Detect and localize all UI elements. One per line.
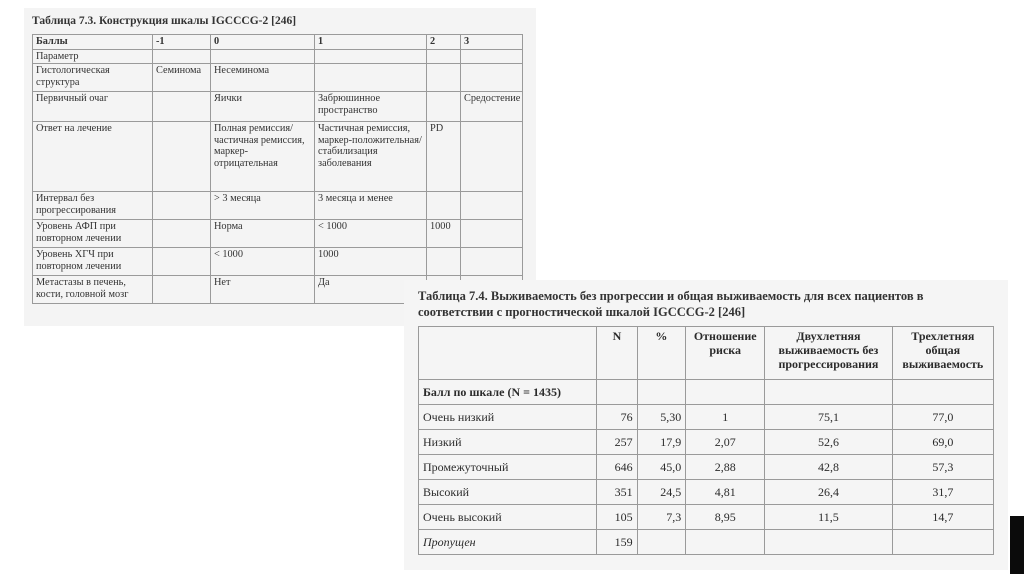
table-cell: Уровень АФП при повторном лечении bbox=[33, 220, 153, 248]
table-cell: Промежуточный bbox=[419, 455, 597, 480]
table-cell bbox=[637, 530, 686, 555]
table-cell: Очень низкий bbox=[419, 405, 597, 430]
header-cell: Трехлетняя общая выживаемость bbox=[892, 327, 993, 380]
table-cell: Первичный очаг bbox=[33, 92, 153, 122]
table-row bbox=[33, 192, 523, 220]
table-cell bbox=[461, 220, 523, 248]
survival-panel bbox=[404, 280, 1008, 570]
table-cell: Да bbox=[315, 276, 427, 304]
table-cell: 1000 bbox=[427, 220, 461, 248]
table-cell: Интервал без прогрессирования bbox=[33, 192, 153, 220]
table-7-3-caption: Таблица 7.3. Конструкция шкалы IGCCCG-2 [246] bbox=[32, 15, 297, 27]
table-cell bbox=[153, 192, 211, 220]
group-label: Балл по шкале (N = 1435) bbox=[419, 380, 597, 405]
table-cell bbox=[153, 92, 211, 122]
table-cell: Нет bbox=[211, 276, 315, 304]
table-cell: Норма bbox=[211, 220, 315, 248]
table-cell bbox=[153, 220, 211, 248]
scale-construction-panel bbox=[24, 8, 536, 326]
table-row bbox=[419, 430, 994, 455]
table-7-4-caption: Таблица 7.4. Выживаемость без прогрессии и общая выживаемость для всех пациентов в соответствии с прогностической шкалой IGCCCG-2 [246] bbox=[418, 289, 924, 319]
table-cell bbox=[211, 49, 315, 64]
header-cell: N bbox=[597, 327, 637, 380]
table-cell: Уровень ХГЧ при повторном лечении bbox=[33, 248, 153, 276]
table-cell bbox=[153, 49, 211, 64]
table-cell: 17,9 bbox=[637, 430, 686, 455]
corner-black-block bbox=[1010, 516, 1024, 574]
table-cell bbox=[686, 530, 765, 555]
table-cell bbox=[427, 92, 461, 122]
table-row bbox=[33, 122, 523, 192]
table-row bbox=[33, 92, 523, 122]
table-cell: 2,88 bbox=[686, 455, 765, 480]
table-cell: 7,3 bbox=[637, 505, 686, 530]
table-cell: < 1000 bbox=[315, 220, 427, 248]
table-cell: 2,07 bbox=[686, 430, 765, 455]
table-cell: 351 bbox=[597, 480, 637, 505]
table-cell: Высокий bbox=[419, 480, 597, 505]
table-cell: 3 месяца и менее bbox=[315, 192, 427, 220]
table-cell: Пропущен bbox=[419, 530, 597, 555]
header-cell: 0 bbox=[211, 35, 315, 50]
header-cell: % bbox=[637, 327, 686, 380]
table-cell bbox=[637, 380, 686, 405]
table-cell: 4,81 bbox=[686, 480, 765, 505]
table-row bbox=[419, 405, 994, 430]
table-cell bbox=[427, 49, 461, 64]
table-cell: < 1000 bbox=[211, 248, 315, 276]
scale-construction-table bbox=[32, 34, 523, 304]
table-cell: Средостение bbox=[461, 92, 523, 122]
table-cell bbox=[461, 64, 523, 92]
table-cell: 5,30 bbox=[637, 405, 686, 430]
table-header-row bbox=[33, 35, 523, 50]
table-cell: 24,5 bbox=[637, 480, 686, 505]
table-cell: 69,0 bbox=[892, 430, 993, 455]
table-cell bbox=[892, 530, 993, 555]
table-cell: Несеминома bbox=[211, 64, 315, 92]
table-cell: Забрюшинное пространство bbox=[315, 92, 427, 122]
table-cell: Ответ на лечение bbox=[33, 122, 153, 192]
table-row bbox=[419, 530, 994, 555]
table-cell bbox=[427, 64, 461, 92]
table-row bbox=[419, 505, 994, 530]
table-cell: 75,1 bbox=[765, 405, 893, 430]
table-cell: Частичная ремиссия, маркер-положительная/ стабилизация заболевания bbox=[315, 122, 427, 192]
table-cell bbox=[461, 248, 523, 276]
table-cell: 52,6 bbox=[765, 430, 893, 455]
table-cell bbox=[153, 122, 211, 192]
table-cell: Метастазы в печень, кости, головной мозг bbox=[33, 276, 153, 304]
table-cell: 77,0 bbox=[892, 405, 993, 430]
table-cell: Очень высокий bbox=[419, 505, 597, 530]
table-cell: > 3 месяца bbox=[211, 192, 315, 220]
table-cell: Гистологическая структура bbox=[33, 64, 153, 92]
table-row bbox=[419, 455, 994, 480]
group-row bbox=[419, 380, 994, 405]
table-cell: 42,8 bbox=[765, 455, 893, 480]
table-cell: 57,3 bbox=[892, 455, 993, 480]
table-row bbox=[33, 248, 523, 276]
table-cell bbox=[315, 49, 427, 64]
survival-table bbox=[418, 326, 994, 555]
header-cell: Двухлетняя выживаемость без прогрессирования bbox=[765, 327, 893, 380]
table-cell: Параметр bbox=[33, 49, 153, 64]
table-cell: Семинома bbox=[153, 64, 211, 92]
table-cell: 8,95 bbox=[686, 505, 765, 530]
table-cell bbox=[461, 122, 523, 192]
table-cell: 105 bbox=[597, 505, 637, 530]
header-cell: Баллы bbox=[33, 35, 153, 50]
table-cell bbox=[153, 276, 211, 304]
header-cell: 2 bbox=[427, 35, 461, 50]
table-cell: 31,7 bbox=[892, 480, 993, 505]
table-cell: 11,5 bbox=[765, 505, 893, 530]
table-row bbox=[33, 64, 523, 92]
table-cell: 159 bbox=[597, 530, 637, 555]
table-cell bbox=[765, 380, 893, 405]
table-cell: 646 bbox=[597, 455, 637, 480]
table-cell bbox=[461, 49, 523, 64]
table-cell: 1000 bbox=[315, 248, 427, 276]
table-cell: PD bbox=[427, 122, 461, 192]
header-cell: Отношение риска bbox=[686, 327, 765, 380]
table-cell: Полная ремиссия/ частичная ремиссия, маркер-отрицательная bbox=[211, 122, 315, 192]
header-cell: 1 bbox=[315, 35, 427, 50]
table-cell: 257 bbox=[597, 430, 637, 455]
table-cell: 45,0 bbox=[637, 455, 686, 480]
table-cell bbox=[427, 248, 461, 276]
table-row bbox=[419, 480, 994, 505]
table-cell: 14,7 bbox=[892, 505, 993, 530]
header-cell: 3 bbox=[461, 35, 523, 50]
table-cell bbox=[597, 380, 637, 405]
header-cell: -1 bbox=[153, 35, 211, 50]
table-cell: 1 bbox=[686, 405, 765, 430]
header-cell bbox=[419, 327, 597, 380]
table-cell bbox=[153, 248, 211, 276]
table-cell: 26,4 bbox=[765, 480, 893, 505]
table-cell bbox=[765, 530, 893, 555]
table-row bbox=[33, 220, 523, 248]
table-cell: Низкий bbox=[419, 430, 597, 455]
table-cell bbox=[461, 192, 523, 220]
table-row bbox=[33, 49, 523, 64]
table-cell bbox=[315, 64, 427, 92]
table-cell: 76 bbox=[597, 405, 637, 430]
table-cell bbox=[686, 380, 765, 405]
table-cell: Яички bbox=[211, 92, 315, 122]
table-header-row bbox=[419, 327, 994, 380]
table-cell bbox=[892, 380, 993, 405]
table-cell bbox=[427, 192, 461, 220]
